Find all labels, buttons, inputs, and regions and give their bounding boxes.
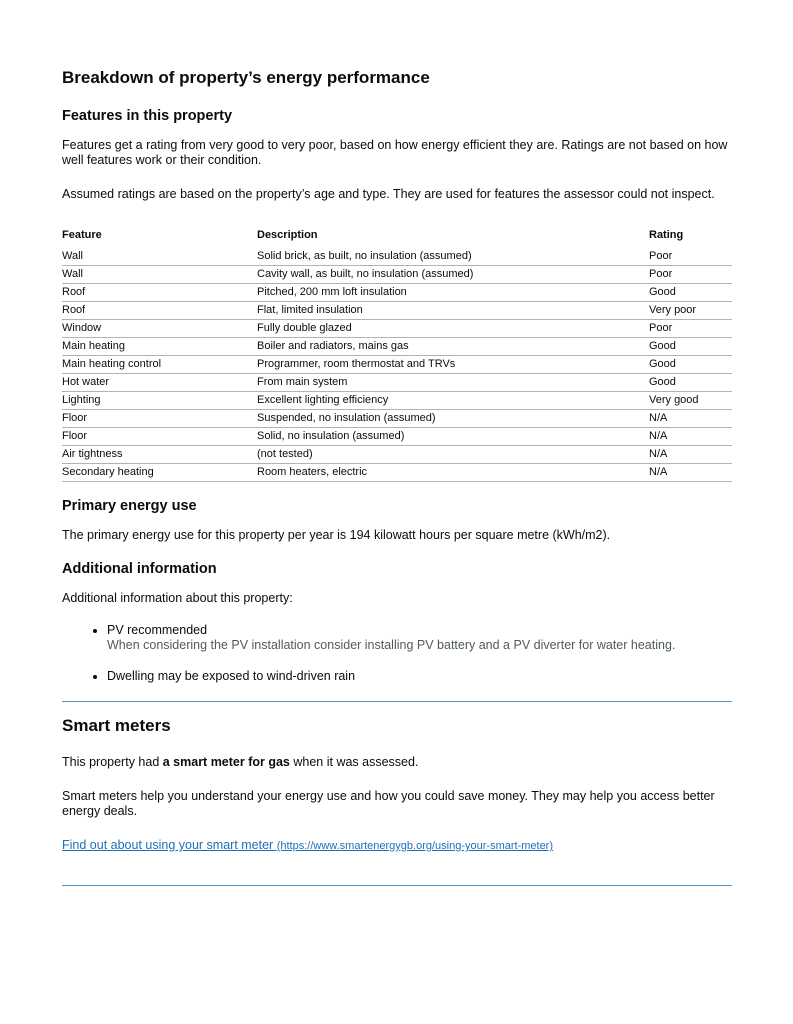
list-item <box>107 669 732 684</box>
primary-energy-heading: Primary energy use <box>62 498 197 514</box>
cell-rating: N/A <box>649 410 732 428</box>
cell-description: Cavity wall, as built, no insulation (assumed) <box>257 266 649 284</box>
cell-feature: Main heating <box>62 338 257 356</box>
table-header-row <box>62 228 732 246</box>
cell-rating: N/A <box>649 446 732 464</box>
cell-rating: Poor <box>649 266 732 284</box>
cell-feature: Roof <box>62 302 257 320</box>
table-row <box>62 266 732 284</box>
smart-meter-link-para <box>62 838 732 854</box>
cell-feature: Lighting <box>62 392 257 410</box>
table-row <box>62 392 732 410</box>
additional-info-heading: Additional information <box>62 561 217 577</box>
smart-meter-link-text: Find out about using your smart meter <box>62 838 274 852</box>
smart-meter-link-url: (https://www.smartenergygb.org/using-your-smart-meter) <box>276 840 554 852</box>
cell-rating: N/A <box>649 464 732 482</box>
table-row <box>62 284 732 302</box>
cell-feature: Wall <box>62 246 257 266</box>
cell-description: Boiler and radiators, mains gas <box>257 338 649 356</box>
smart-meters-text <box>62 755 732 770</box>
table-row <box>62 410 732 428</box>
cell-rating: Poor <box>649 320 732 338</box>
list-item <box>107 623 732 653</box>
cell-feature: Roof <box>62 284 257 302</box>
cell-description: Pitched, 200 mm loft insulation <box>257 284 649 302</box>
cell-feature: Floor <box>62 410 257 428</box>
cell-rating: Very poor <box>649 302 732 320</box>
smart-text-before: This property had <box>62 755 163 769</box>
cell-rating: Poor <box>649 246 732 266</box>
cell-rating: Good <box>649 356 732 374</box>
cell-rating: Good <box>649 284 732 302</box>
cell-description: Fully double glazed <box>257 320 649 338</box>
table-row <box>62 446 732 464</box>
cell-description: From main system <box>257 374 649 392</box>
features-table <box>62 228 732 482</box>
cell-description: Solid, no insulation (assumed) <box>257 428 649 446</box>
features-intro-1: Features get a rating from very good to very poor, based on how energy efficient they are. Ratings are not based on how well features work or their condition. <box>62 138 728 167</box>
smart-meter-link[interactable] <box>62 838 553 852</box>
cell-description: Programmer, room thermostat and TRVs <box>257 356 649 374</box>
smart-meters-text-2: Smart meters help you understand your energy use and how you could save money. They may help you access better energy deals. <box>62 789 715 818</box>
table-row <box>62 464 732 482</box>
cell-description: Room heaters, electric <box>257 464 649 482</box>
table-row <box>62 428 732 446</box>
header-rating: Rating <box>649 229 684 241</box>
table-row <box>62 374 732 392</box>
table-row <box>62 320 732 338</box>
cell-feature: Secondary heating <box>62 464 257 482</box>
table-row <box>62 356 732 374</box>
cell-description: Solid brick, as built, no insulation (assumed) <box>257 246 649 266</box>
table-row <box>62 302 732 320</box>
section-divider-bottom <box>62 885 732 886</box>
cell-feature: Window <box>62 320 257 338</box>
page-title: Breakdown of property’s energy performance <box>62 68 430 87</box>
table-row <box>62 246 732 266</box>
cell-description: (not tested) <box>257 446 649 464</box>
list-item-label: PV recommended <box>107 623 208 637</box>
table-row <box>62 338 732 356</box>
cell-description: Suspended, no insulation (assumed) <box>257 410 649 428</box>
cell-rating: Good <box>649 374 732 392</box>
header-description: Description <box>257 229 318 241</box>
cell-feature: Main heating control <box>62 356 257 374</box>
features-heading: Features in this property <box>62 108 233 124</box>
cell-rating: N/A <box>649 428 732 446</box>
header-feature: Feature <box>62 229 102 241</box>
features-table-body <box>62 246 732 482</box>
cell-feature: Floor <box>62 428 257 446</box>
additional-info-list <box>62 623 732 684</box>
cell-rating: Good <box>649 338 732 356</box>
cell-rating: Very good <box>649 392 732 410</box>
section-divider <box>62 701 732 702</box>
smart-text-bold: a smart meter for gas <box>162 755 290 769</box>
cell-description: Flat, limited insulation <box>257 302 649 320</box>
cell-feature: Wall <box>62 266 257 284</box>
cell-feature: Air tightness <box>62 446 257 464</box>
cell-description: Excellent lighting efficiency <box>257 392 649 410</box>
smart-meters-heading: Smart meters <box>62 716 171 735</box>
smart-text-after: when it was assessed. <box>289 755 419 769</box>
primary-energy-text: The primary energy use for this property per year is 194 kilowatt hours per square metre (kWh/m2). <box>62 528 611 542</box>
list-item-label: Dwelling may be exposed to wind-driven rain <box>107 669 356 683</box>
features-intro-2: Assumed ratings are based on the property’s age and type. They are used for features the assessor could not inspect. <box>62 187 715 201</box>
additional-info-intro: Additional information about this property: <box>62 591 293 605</box>
list-item-detail: When considering the PV installation consider installing PV battery and a PV diverter for water heating. <box>107 638 676 652</box>
cell-feature: Hot water <box>62 374 257 392</box>
